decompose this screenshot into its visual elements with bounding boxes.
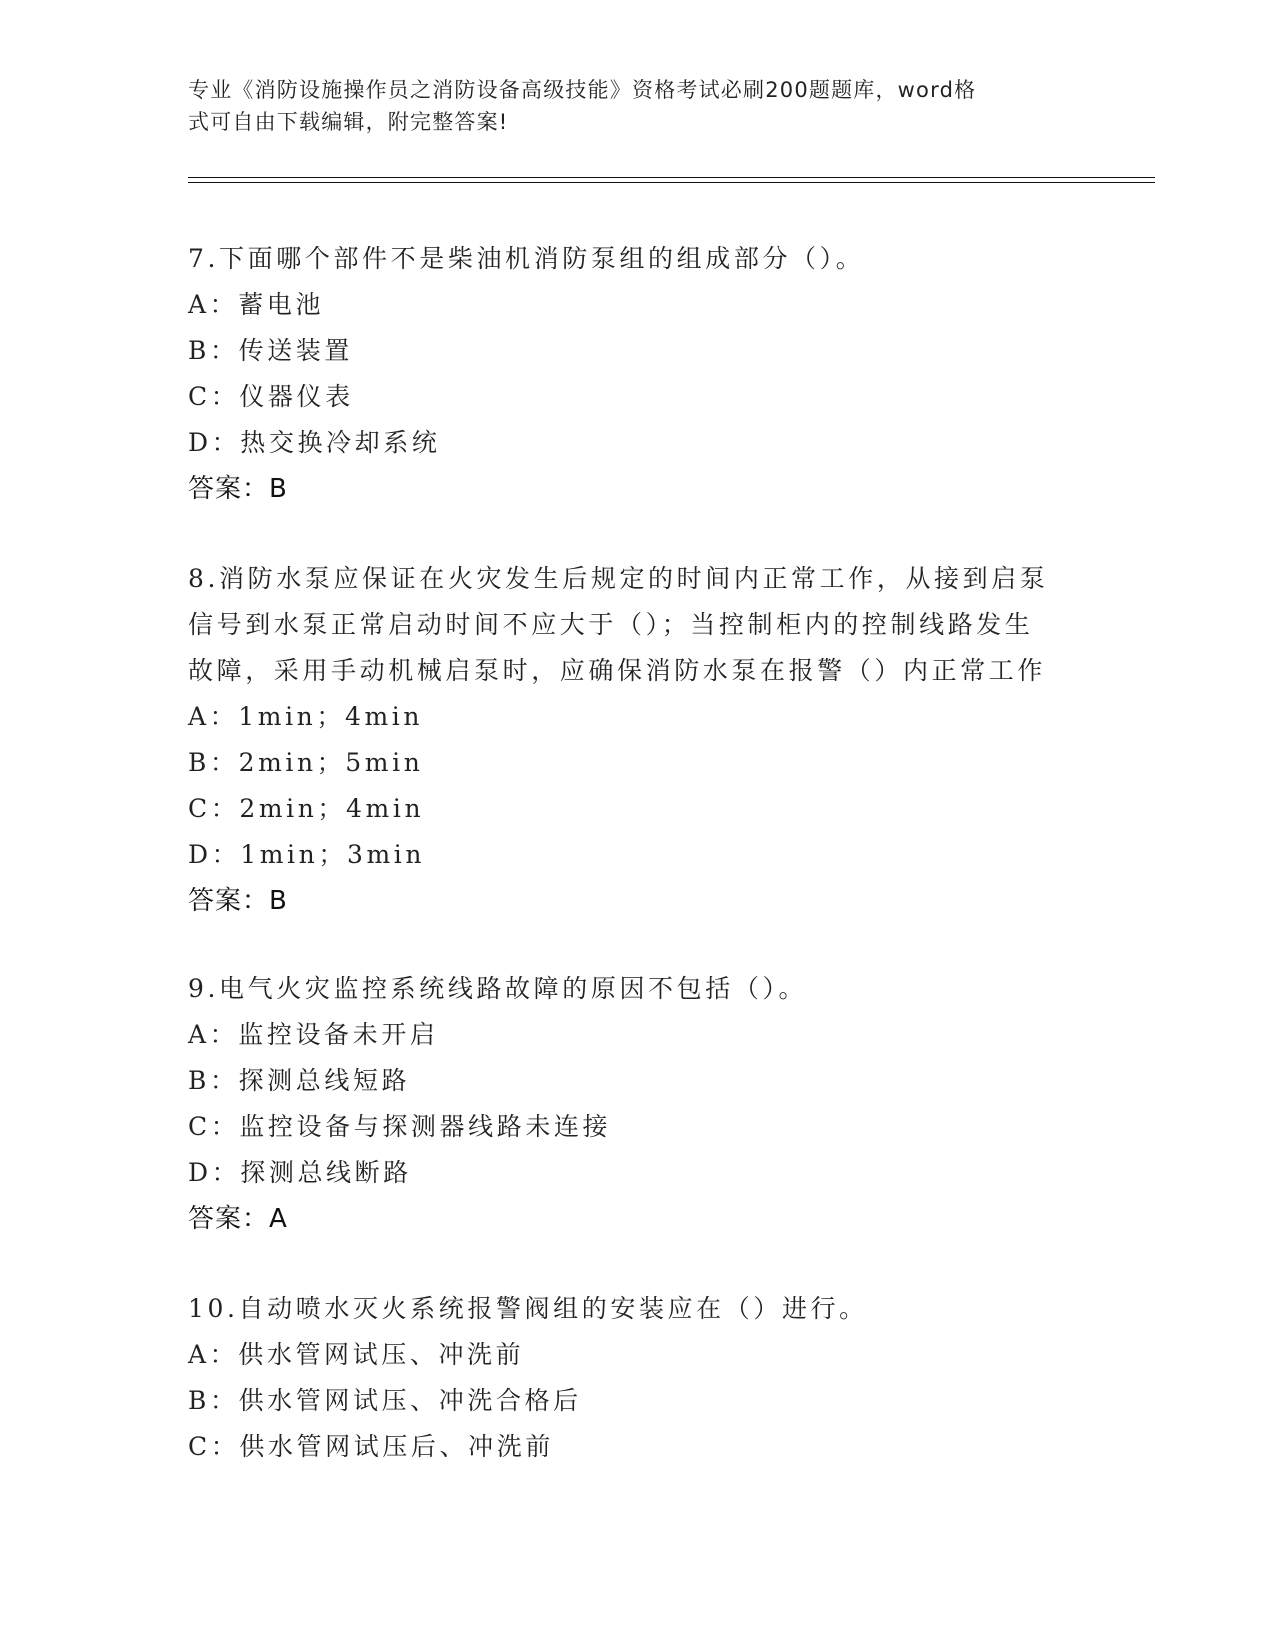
option-c: C：仪器仪表 — [188, 382, 354, 411]
option-c: C：供水管网试压后、冲洗前 — [188, 1432, 554, 1461]
document-header — [188, 74, 1068, 138]
option-d: D：1min；3min — [188, 840, 426, 869]
option-b: B：供水管网试压、冲洗合格后 — [188, 1386, 582, 1415]
option-c: C：监控设备与探测器线路未连接 — [188, 1112, 612, 1141]
question-7 — [188, 236, 1088, 512]
header-divider-top — [188, 177, 1155, 178]
header-line-2: 式可自由下载编辑，附完整答案! — [188, 110, 509, 134]
question-stem: 故障，采用手动机械启泵时，应确保消防水泵在报警（）内正常工作 — [188, 656, 1047, 685]
question-stem: 9.电气火灾监控系统线路故障的原因不包括（）。 — [188, 974, 808, 1003]
answer: 答案：A — [188, 1204, 288, 1234]
question-10 — [188, 1286, 1088, 1470]
option-c: C：2min；4min — [188, 794, 425, 823]
question-stem: 8.消防水泵应保证在火灾发生后规定的时间内正常工作，从接到启泵 — [188, 564, 1049, 593]
option-a: A：监控设备未开启 — [188, 1020, 439, 1049]
answer: 答案：B — [188, 474, 288, 504]
answer: 答案：B — [188, 886, 288, 916]
option-a: A：蓄电池 — [188, 290, 325, 319]
header-line-1: 专业《消防设施操作员之消防设备高级技能》资格考试必刷200题题库，word格 — [188, 78, 977, 102]
header-divider-bottom — [188, 182, 1155, 183]
option-a: A：1min；4min — [188, 702, 424, 731]
question-8 — [188, 556, 1088, 924]
option-b: B：2min；5min — [188, 748, 424, 777]
option-b: B：探测总线短路 — [188, 1066, 411, 1095]
question-stem: 7.下面哪个部件不是柴油机消防泵组的组成部分（）。 — [188, 244, 865, 273]
option-b: B：传送装置 — [188, 336, 353, 365]
option-a: A：供水管网试压、冲洗前 — [188, 1340, 525, 1369]
option-d: D：热交换冷却系统 — [188, 428, 441, 457]
option-d: D：探测总线断路 — [188, 1158, 412, 1187]
question-stem: 信号到水泵正常启动时间不应大于（）；当控制柜内的控制线路发生 — [188, 610, 1034, 639]
question-9 — [188, 966, 1088, 1242]
question-stem: 10.自动喷水灭火系统报警阀组的安装应在（）进行。 — [188, 1294, 868, 1323]
